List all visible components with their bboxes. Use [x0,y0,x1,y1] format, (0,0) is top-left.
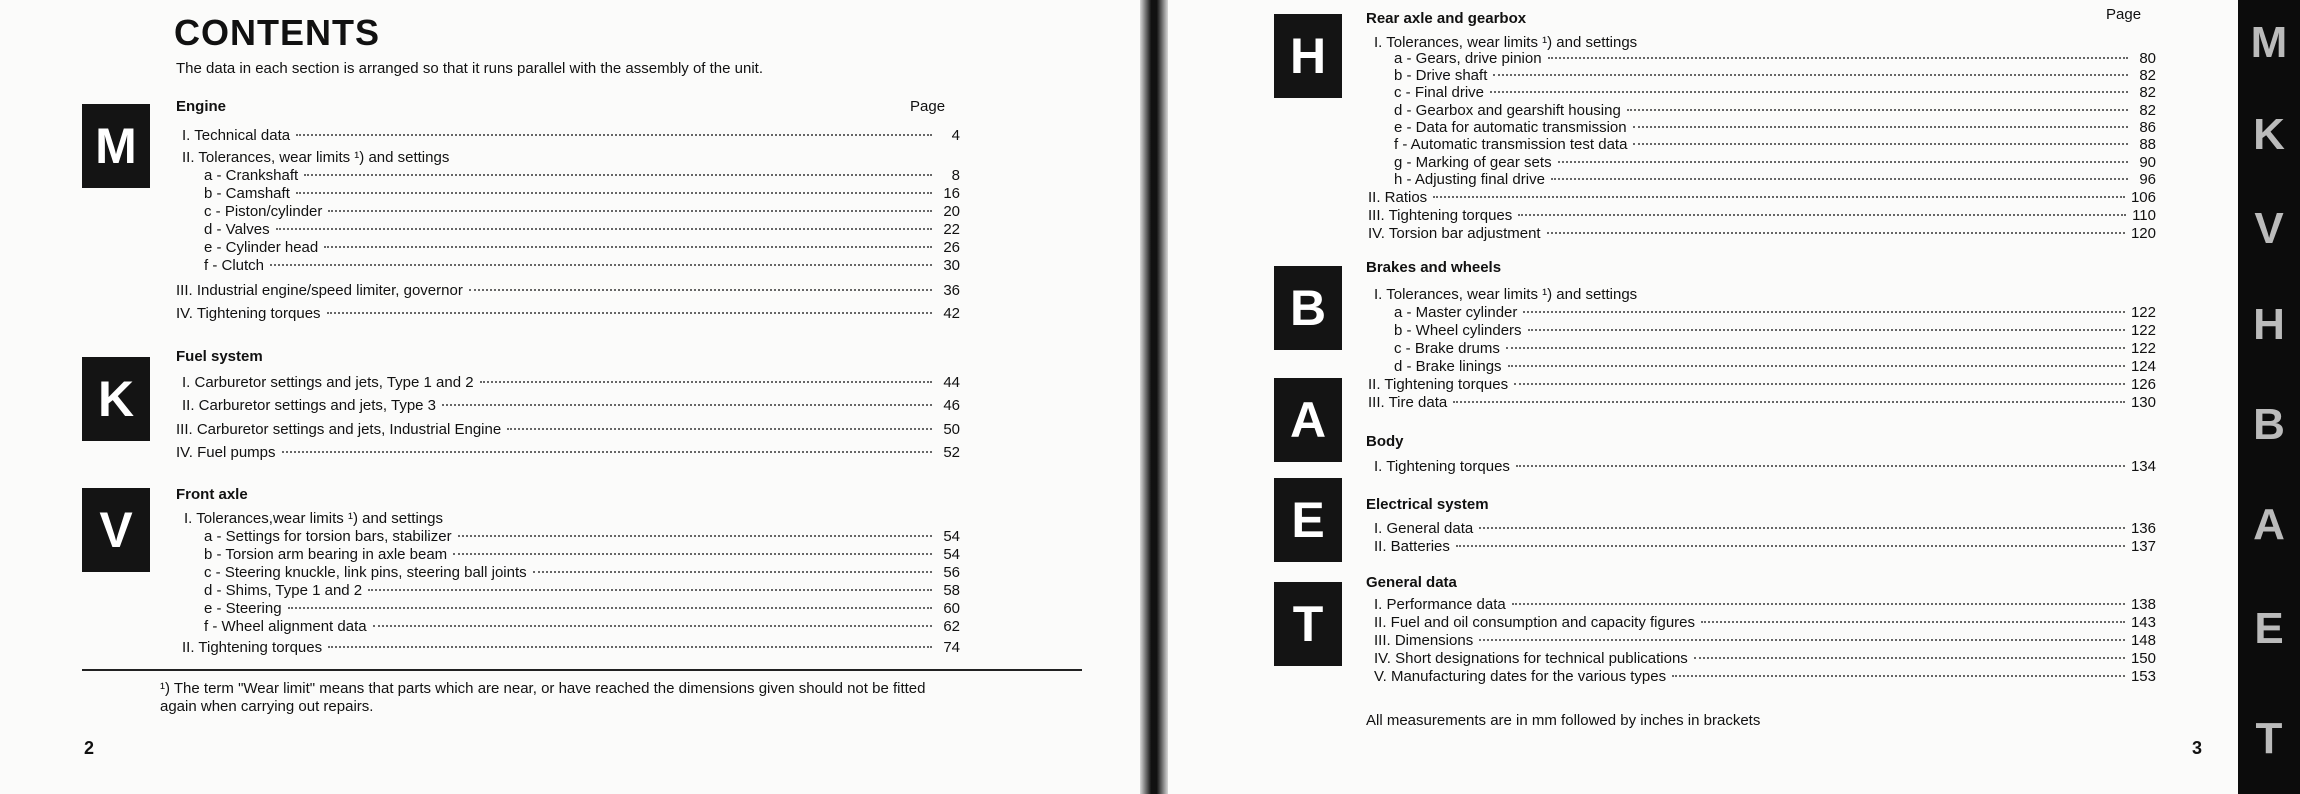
toc-entry: e - Cylinder head 26 [204,239,960,256]
toc-entry: I. General data 136 [1374,520,2156,537]
edge-tab-K: K [2253,110,2285,159]
toc-entry: I. Carburetor settings and jets, Type 1 and 2 44 [182,374,960,391]
toc-entry: I. Tightening torques 134 [1374,458,2156,475]
intro-text: The data in each section is arranged so that it runs parallel with the assembly of the unit. [176,60,763,77]
toc-entry: III. Tire data 130 [1368,394,2156,411]
footnote: ¹) The term "Wear limit" means that parts which are near, or have reached the dimensions given should not be fitted again when carrying out repairs. [160,680,926,715]
edge-tab-H: H [2253,300,2285,349]
tab-V: V [82,488,150,572]
edge-tab-A: A [2253,500,2285,549]
section-title-general-data: General data [1366,574,1457,591]
edge-tab-E: E [2254,604,2284,653]
page-number-left: 2 [84,738,95,758]
toc-entry: IV. Torsion bar adjustment 120 [1368,225,2156,242]
toc-entry: c - Piston/cylinder 20 [204,203,960,220]
toc-entry: d - Shims, Type 1 and 2 58 [204,582,960,599]
section-title-fuel-system: Fuel system [176,348,263,365]
toc-entry: f - Wheel alignment data 62 [204,618,960,635]
toc-entry: II. Tolerances, wear limits ¹) and settings [182,149,450,166]
toc-entry: III. Dimensions 148 [1374,632,2156,649]
toc-entry: b - Wheel cylinders 122 [1394,322,2156,339]
toc-entry: II. Batteries 137 [1374,538,2156,555]
book-gutter [1140,0,1168,794]
tab-B: B [1274,266,1342,350]
toc-entry: g - Marking of gear sets 90 [1394,154,2156,171]
section-title-body: Body [1366,433,1404,450]
toc-entry: a - Crankshaft 8 [204,167,960,184]
toc-entry: f - Clutch 30 [204,257,960,274]
section-title-brakes-wheels: Brakes and wheels [1366,259,1502,276]
toc-entry: I. Tolerances, wear limits ¹) and settings [1374,34,1638,51]
tab-T: T [1274,582,1342,666]
toc-entry: h - Adjusting final drive 96 [1394,171,2156,188]
left-page [0,0,1140,794]
toc-entry: a - Master cylinder 122 [1394,304,2156,321]
toc-entry: II. Fuel and oil consumption and capacity figures 143 [1374,614,2156,631]
toc-entry: e - Data for automatic transmission 86 [1394,119,2156,136]
section-title-engine: Engine [176,98,227,115]
toc-entry: IV. Short designations for technical publications 150 [1374,650,2156,667]
tab-K: K [82,357,150,441]
right-page [1168,0,2300,794]
toc-entry: d - Gearbox and gearshift housing 82 [1394,102,2156,119]
tab-H: H [1274,14,1342,98]
toc-entry: f - Automatic transmission test data 88 [1394,136,2156,153]
toc-entry: II. Carburetor settings and jets, Type 3 46 [182,397,960,414]
toc-entry: IV. Fuel pumps 52 [176,444,960,461]
toc-entry: d - Valves 22 [204,221,960,238]
toc-entry: d - Brake linings 124 [1394,358,2156,375]
toc-entry: c - Brake drums 122 [1394,340,2156,357]
toc-entry: II. Tightening torques 74 [182,639,960,656]
toc-entry: c - Final drive 82 [1394,84,2156,101]
measurement-note: All measurements are in mm followed by inches in brackets [1366,712,1761,729]
edge-tab-M: M [2250,18,2288,67]
toc-entry: e - Steering 60 [204,600,960,617]
toc-entry: c - Steering knuckle, link pins, steering ball joints 56 [204,564,960,581]
section-title-rear-axle-gearbox: Rear axle and gearbox [1366,10,1527,27]
toc-entry: I. Performance data 138 [1374,596,2156,613]
toc-entry: b - Camshaft 16 [204,185,960,202]
toc-entry: b - Drive shaft 82 [1394,67,2156,84]
edge-tab-B: B [2253,400,2285,449]
toc-entry: IV. Tightening torques 42 [176,305,960,322]
toc-entry: III. Industrial engine/speed limiter, governor 36 [176,282,960,299]
footnote-rule [82,669,1082,671]
edge-tab-T: T [2255,714,2283,763]
page-column-heading: Page [910,98,946,115]
page-number-right: 3 [2192,738,2203,758]
toc-entry: III. Carburetor settings and jets, Industrial Engine 50 [176,421,960,438]
toc-entry: II. Ratios 106 [1368,189,2156,206]
tab-A: A [1274,378,1342,462]
edge-tab-V: V [2254,204,2284,253]
toc-entry: II. Tightening torques 126 [1368,376,2156,393]
toc-entry: a - Gears, drive pinion 80 [1394,50,2156,67]
toc-entry: III. Tightening torques 110 [1368,207,2156,224]
toc-entry: a - Settings for torsion bars, stabilizer 54 [204,528,960,545]
toc-entry: I. Technical data 4 [182,127,960,144]
section-title-front-axle: Front axle [176,486,248,503]
toc-entry: V. Manufacturing dates for the various types 153 [1374,668,2156,685]
toc-entry: I. Tolerances, wear limits ¹) and settings [1374,286,1638,303]
thumb-index-edge [2238,0,2300,794]
toc-entry: b - Torsion arm bearing in axle beam 54 [204,546,960,563]
toc-entry: I. Tolerances,wear limits ¹) and settings [184,510,443,527]
tab-E: E [1274,478,1342,562]
tab-M: M [82,104,150,188]
page-column-heading: Page [2106,6,2142,23]
section-title-electrical: Electrical system [1366,496,1489,513]
contents-title: CONTENTS [174,12,380,53]
